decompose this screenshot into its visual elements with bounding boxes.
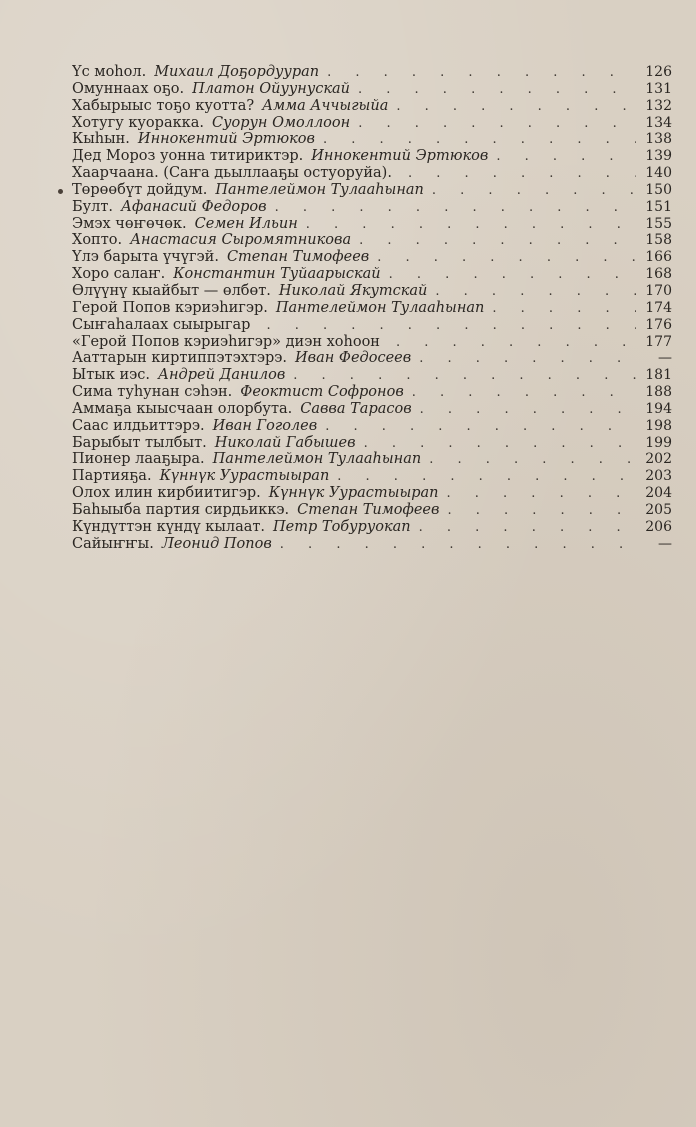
entry-page-number: 140 <box>645 165 672 182</box>
dot-leader <box>412 385 636 402</box>
entry-page-number: 188 <box>645 384 672 401</box>
entry-title: Кыһын. <box>72 131 130 148</box>
entry-page-number: 158 <box>645 232 672 249</box>
dot-leader <box>337 469 636 486</box>
dot-leader <box>364 436 636 453</box>
toc-entry <box>72 502 672 519</box>
entry-author: Иннокентий Эртюков <box>311 148 489 165</box>
entry-title: Сайыҥҥы. <box>72 535 154 552</box>
entry-page-number: 151 <box>645 198 672 215</box>
entry-author: Петр Тобуруокап <box>273 518 411 535</box>
entry-author: Күннүк Уурастыырап <box>268 485 439 502</box>
dot-leader <box>396 335 636 352</box>
entry-author: Николай Габышев <box>214 434 356 451</box>
toc-entry <box>72 232 672 249</box>
entry-page-number: 132 <box>645 97 672 114</box>
entry-page-number: 166 <box>645 249 672 266</box>
toc-entry <box>72 536 672 553</box>
toc-entry <box>72 451 672 468</box>
entry-page-number: 150 <box>645 181 672 198</box>
entry-title: Партияҕа. <box>72 468 152 485</box>
dot-leader <box>280 537 636 554</box>
entry-page-number: 139 <box>645 148 672 165</box>
toc-entry <box>72 384 672 401</box>
toc-entry <box>72 367 672 384</box>
dot-leader <box>358 116 636 133</box>
entry-title: Хабырыыс тоҕо куотта? <box>72 97 255 114</box>
entry-title: Герой Попов кэриэһигэр. <box>72 299 268 316</box>
toc-entry <box>72 216 672 233</box>
entry-title: Хотугу куоракка. <box>72 114 204 131</box>
toc-entry <box>72 81 672 98</box>
toc-entry <box>72 435 672 452</box>
entry-title: Аммаҕа кыысчаан олорбута. <box>72 400 293 417</box>
entry-title: «Герой Попов кэриэһигэр» диэн хоһоон <box>72 333 380 350</box>
entry-title: Барыбыт тылбыт. <box>72 434 207 451</box>
entry-page-number: 181 <box>645 367 672 384</box>
dot-leader <box>492 301 636 318</box>
entry-author: Николай Якутскай <box>278 282 428 299</box>
margin-mark <box>58 189 63 194</box>
entry-author: Савва Тарасов <box>300 400 412 417</box>
toc-entry <box>72 519 672 536</box>
table-of-contents <box>72 64 672 552</box>
entry-page-number: 198 <box>645 417 672 434</box>
entry-title: Хаарчаана. (Саҥа дьыллааҕы остуоруйа). <box>72 165 392 182</box>
toc-entry <box>72 131 672 148</box>
entry-author: Леонид Попов <box>161 535 272 552</box>
toc-entry <box>72 64 672 81</box>
dot-leader <box>358 82 636 99</box>
entry-author: Семен Ильин <box>194 215 298 232</box>
toc-entry <box>72 485 672 502</box>
entry-page-number: 199 <box>645 434 672 451</box>
dot-leader <box>266 318 636 335</box>
entry-title: Ааттарын киртиппэтэхтэрэ. <box>72 350 288 367</box>
dot-leader <box>306 217 636 234</box>
entry-page-number: 174 <box>645 299 672 316</box>
entry-title: Ытык иэс. <box>72 367 151 384</box>
dot-leader <box>389 267 636 284</box>
toc-entry <box>72 266 672 283</box>
entry-author: Иван Федосеев <box>295 350 412 367</box>
entry-page-number: 176 <box>645 316 672 333</box>
dot-leader <box>429 452 636 469</box>
entry-title: Төрөөбүт дойдум. <box>72 181 208 198</box>
entry-page-number: 138 <box>645 131 672 148</box>
dot-leader <box>447 486 636 503</box>
entry-author: Пантелеймон Тулааһынап <box>275 299 485 316</box>
toc-entry <box>72 148 672 165</box>
dot-leader <box>419 351 636 368</box>
toc-entry <box>72 401 672 418</box>
entry-title: Өлүүнү кыайбыт — өлбөт. <box>72 282 271 299</box>
entry-title: Үс моһол. <box>72 64 147 80</box>
entry-author: Анастасия Сыромятникова <box>130 232 352 249</box>
toc-entry <box>72 418 672 435</box>
entry-author: Михаил Доҕордуурап <box>154 64 320 80</box>
entry-author: Амма Аччыгыйа <box>262 97 389 114</box>
entry-author: Пантелеймон Тулааһынап <box>212 451 422 468</box>
dot-leader <box>377 250 636 267</box>
toc-entry <box>72 98 672 115</box>
dot-leader <box>432 183 636 200</box>
toc-entry <box>72 317 672 334</box>
dot-leader <box>325 419 636 436</box>
entry-title: Хоро салаҥ. <box>72 266 166 283</box>
entry-author: Иван Гоголев <box>212 417 318 434</box>
entry-author: Андрей Данилов <box>158 367 286 384</box>
toc-entry <box>72 165 672 182</box>
entry-author: Степан Тимофеев <box>226 249 370 266</box>
toc-entry <box>72 182 672 199</box>
entry-title: Хопто. <box>72 232 123 249</box>
toc-entry <box>72 334 672 351</box>
entry-page-number: 168 <box>645 266 672 283</box>
entry-author: Иннокентий Эртюков <box>137 131 315 148</box>
dot-leader <box>293 368 636 385</box>
entry-title: Олох илин кирбиитигэр. <box>72 485 261 502</box>
dot-leader <box>408 166 636 183</box>
toc-entry <box>72 249 672 266</box>
entry-page-number: 203 <box>645 468 672 485</box>
entry-page-number: — <box>658 350 672 367</box>
toc-entry <box>72 115 672 132</box>
entry-page-number: 194 <box>645 400 672 417</box>
toc-entry <box>72 300 672 317</box>
entry-page-number: 204 <box>645 485 672 502</box>
entry-author: Пантелеймон Тулааһынап <box>215 181 424 198</box>
entry-title: Сима туһунан сэһэн. <box>72 384 233 401</box>
entry-page-number: — <box>658 535 672 552</box>
toc-entry <box>72 350 672 367</box>
entry-title: Баһыыба партия сирдьиккэ. <box>72 501 290 518</box>
toc-entry <box>72 468 672 485</box>
entry-author: Платон Ойуунускай <box>192 80 351 97</box>
entry-page-number: 206 <box>645 518 672 535</box>
entry-title: Дед Мороз уонна титириктэр. <box>72 148 304 165</box>
entry-title: Үлэ барыта үчүгэй. <box>72 249 219 266</box>
entry-page-number: 134 <box>645 114 672 131</box>
dot-leader <box>447 503 636 520</box>
entry-title: Саас илдьиттэрэ. <box>72 417 205 434</box>
entry-title: Күндүттэн күндү кылаат. <box>72 518 266 535</box>
dot-leader <box>323 132 636 149</box>
dot-leader <box>496 149 636 166</box>
dot-leader <box>420 402 636 419</box>
entry-author: Афанасий Федоров <box>121 198 267 215</box>
dot-leader <box>419 520 636 537</box>
toc-entry <box>72 283 672 300</box>
entry-page-number: 131 <box>645 80 672 97</box>
entry-page-number: 126 <box>645 64 672 80</box>
entry-title: Эмэх чөҥөчөк. <box>72 215 187 232</box>
entry-author: Суорун Омоллоон <box>211 114 351 131</box>
entry-title: Омуннаах оҕо. <box>72 80 185 97</box>
entry-page-number: 202 <box>645 451 672 468</box>
entry-page-number: 205 <box>645 501 672 518</box>
entry-title: Сыҥаһалаах сыырыгар <box>72 316 251 333</box>
entry-author: Феоктист Софронов <box>240 384 404 401</box>
entry-title: Пионер лааҕыра. <box>72 451 205 468</box>
entry-author: Константин Туйаарыскай <box>173 266 381 283</box>
dot-leader <box>327 65 636 82</box>
toc-entry <box>72 199 672 216</box>
dot-leader <box>435 284 636 301</box>
entry-page-number: 170 <box>645 282 672 299</box>
entry-page-number: 155 <box>645 215 672 232</box>
entry-page-number: 177 <box>645 333 672 350</box>
entry-author: Күннүк Уурастыырап <box>159 468 330 485</box>
dot-leader <box>359 233 636 250</box>
dot-leader <box>275 200 636 217</box>
entry-title: Булт. <box>72 198 114 215</box>
entry-author: Степан Тимофеев <box>297 501 440 518</box>
dot-leader <box>396 99 636 116</box>
